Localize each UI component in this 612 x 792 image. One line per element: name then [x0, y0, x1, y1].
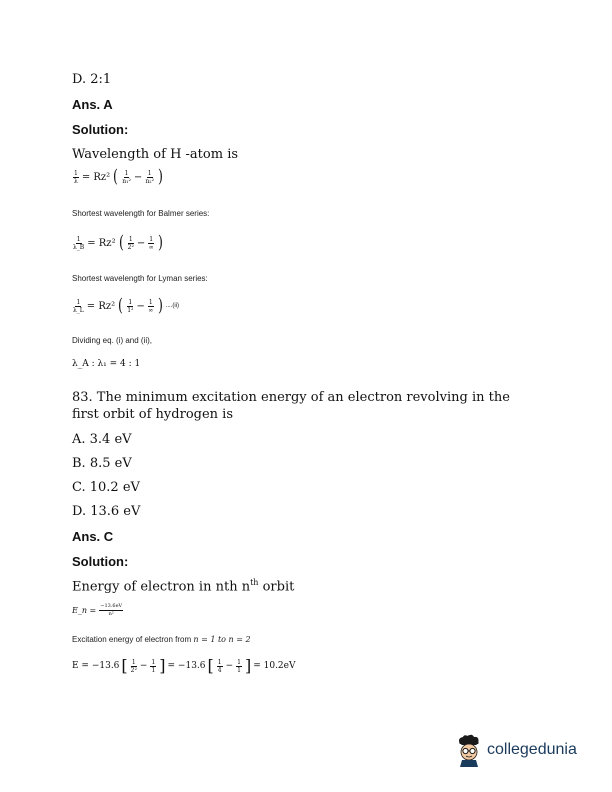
option-c: C. 10.2 eV	[72, 480, 140, 495]
wavelength-intro: Wavelength of H -atom is	[72, 147, 239, 162]
question-83: 83. The minimum excitation energy of an electron revolving in the first orbit of hydrogen is	[72, 390, 510, 422]
answer: Ans. C	[72, 529, 114, 544]
energy-intro: Energy of electron in nth $n^{th}$ orbit	[72, 578, 295, 595]
option-a: A. 3.4 eV	[72, 432, 132, 447]
equation-3: $\frac{1}{\lambda\_L}$ = Rz² ( $\frac{1}{\text{1²}}$ − $\frac{1}{\infty}$ ) ....(ii)	[73, 295, 180, 316]
solution-label: Solution:	[72, 122, 129, 137]
option-b: B. 8.5 eV	[72, 456, 132, 471]
student-mascot-icon	[454, 733, 484, 767]
excitation-label: Excitation energy of electron from n = 1 to n = 2	[72, 635, 251, 644]
equation-2: $\frac{1}{\lambda\_B}$ = Rz² ( $\frac{1}{\text{2²}}$ − $\frac{1}{\infty}$ )	[73, 232, 164, 253]
prev-option-d: D. 2:1	[72, 72, 112, 87]
equation-4: E_n = $\frac{-13.6eV}{\text{n²}}$	[72, 603, 123, 617]
equation-1: $\frac{1}{\lambda}$ = Rz² ( $\frac{1}{\text{n₁²}}$ − $\frac{1}{\text{n₂²}}$ )	[74, 166, 163, 187]
solution-label-2: Solution:	[72, 554, 129, 569]
prev-answer: Ans. A	[72, 97, 113, 112]
dividing-label: Dividing eq. (i) and (ii),	[72, 336, 153, 345]
logo-text: collegedunia	[487, 741, 577, 758]
collegedunia-logo	[454, 733, 577, 767]
equation-5: E = −13.6 [ $\frac{1}{\text{2²}}$ − $\frac{1}{1}$ ] = −13.6 [ $\frac{1}{4}$ − $\frac{1}{1}$ ] = 10.2eV	[72, 656, 296, 675]
ratio-result: λ_A : λ₁ = 4 : 1	[72, 359, 141, 369]
balmer-label: Shortest wavelength for Balmer series:	[72, 209, 210, 218]
option-d: D. 13.6 eV	[72, 504, 141, 519]
lyman-label: Shortest wavelength for Lyman series:	[72, 274, 208, 283]
